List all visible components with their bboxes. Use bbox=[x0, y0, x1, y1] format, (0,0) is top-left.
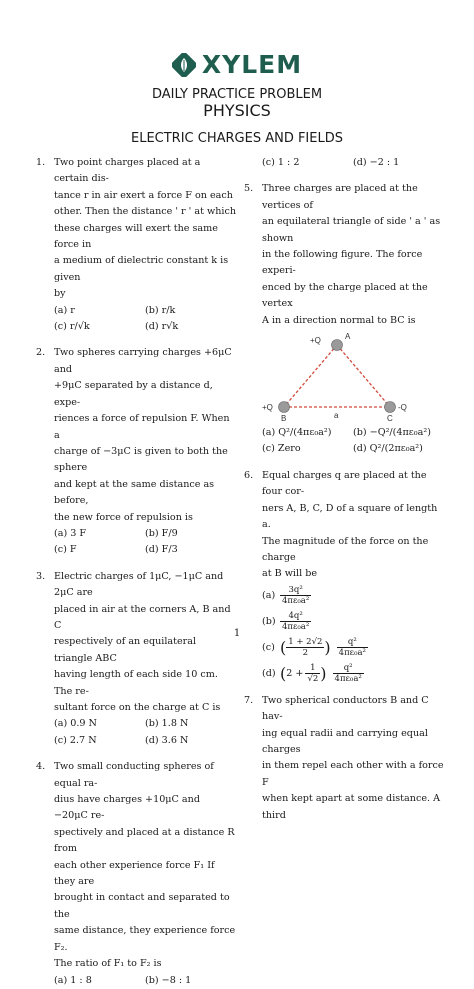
charge-sphere-b bbox=[279, 402, 290, 413]
side-label: a bbox=[334, 411, 339, 421]
question-line: in them repel each other with a force F bbox=[262, 760, 444, 788]
leaf-logo-icon bbox=[172, 53, 196, 77]
option-b: (b) 1.8 N bbox=[145, 718, 189, 730]
right-column bbox=[244, 155, 444, 824]
question-number: 6. bbox=[244, 469, 254, 481]
options-1 bbox=[36, 303, 236, 336]
fraction: $\frac{1}{√2}$ bbox=[307, 663, 319, 685]
chapter-title: ELECTRIC CHARGES AND FIELDS bbox=[130, 131, 343, 146]
brand-name: XYLEM bbox=[201, 50, 303, 79]
fraction: $\frac{1 + 2√2}{2}$ bbox=[288, 637, 323, 659]
option-d: (d) 3.6 N bbox=[145, 734, 189, 746]
option-d: (d) F/3 bbox=[145, 544, 178, 556]
option-d: (d) −2 : 1 bbox=[353, 157, 400, 168]
vertex-label-b: B bbox=[281, 414, 287, 424]
question-line: these charges will exert the same force in bbox=[54, 222, 218, 251]
option-c: (c) 1 : 2 bbox=[262, 157, 300, 168]
question-line: having length of each side 10 cm. The re- bbox=[54, 669, 218, 697]
question-number: 3. bbox=[36, 570, 46, 582]
question-line: The magnitude of the force on the charge bbox=[262, 535, 429, 563]
question-line: Two point charges placed at a certain dis- bbox=[54, 157, 201, 185]
question-line: The ratio of F₁ to F₂ is bbox=[54, 958, 162, 970]
question-line: ners A, B, C, D of a square of length a. bbox=[262, 502, 438, 531]
option-a: (a) 1 : 8 bbox=[54, 974, 92, 986]
charge-label-top: +Q bbox=[310, 336, 321, 346]
header-title: DAILY PRACTICE PROBLEM bbox=[151, 87, 323, 102]
question-line: sultant force on the charge at C is bbox=[54, 702, 221, 713]
option-a: (a) Q²/(4πε₀a²) bbox=[262, 427, 332, 439]
question-line: spectively and placed at a distance R from bbox=[54, 826, 235, 855]
question-line: brought in contact and separated to the bbox=[54, 892, 230, 920]
option-d: (d) r√k bbox=[145, 321, 179, 333]
question-line: enced by the charge placed at the vertex bbox=[262, 281, 428, 310]
charge-sphere-a bbox=[332, 340, 343, 351]
option-b: (b) r/k bbox=[145, 304, 176, 316]
question-number: 5. bbox=[244, 183, 254, 195]
question-7 bbox=[244, 693, 444, 824]
question-3 bbox=[36, 569, 236, 717]
question-line: riences a force of repulsion F. When a bbox=[54, 413, 230, 441]
question-line: respectively of an equilateral triangle ABC bbox=[54, 636, 197, 664]
question-line: +9μC separated by a distance d, expe- bbox=[54, 380, 213, 408]
question-6 bbox=[244, 468, 444, 583]
question-line: A in a direction normal to BC is bbox=[262, 314, 416, 326]
charge-label-left: +Q bbox=[262, 403, 273, 413]
question-line: when kept apart at some distance. A third bbox=[262, 793, 441, 821]
option-c: (c) 2.7 N bbox=[54, 734, 97, 746]
fraction: $\frac{\text{q²}}{\text{4πε₀a²}}$ bbox=[334, 663, 362, 685]
option-a: (a) r bbox=[54, 304, 75, 316]
option-d: (d) ( 2 + $\frac{1}{√2}$ ) $\frac{\text{q²}}{\text{4πε₀a²}}$ bbox=[262, 663, 362, 685]
question-1 bbox=[36, 155, 236, 303]
question-2 bbox=[36, 345, 236, 525]
option-a: (a) $\frac{\text{3q²}}{\text{4πε₀a²}}$ bbox=[262, 585, 310, 607]
question-4 bbox=[36, 759, 236, 972]
question-line: Two spherical conductors B and C hav- bbox=[262, 694, 429, 723]
option-b: (b) F/9 bbox=[145, 527, 178, 539]
question-line: Two spheres carrying charges +6μC and bbox=[54, 347, 232, 375]
brand-logo bbox=[0, 50, 474, 81]
option-a: (a) 0.9 N bbox=[54, 718, 97, 730]
question-line: a medium of dielectric constant k is given bbox=[54, 255, 229, 283]
option-c: (c) r/√k bbox=[54, 321, 90, 333]
page-number: 1 bbox=[233, 628, 241, 639]
charge-sphere-c bbox=[385, 402, 396, 413]
question-number: 1. bbox=[36, 157, 46, 168]
question-line: Electric charges of 1μC, −1μC and 2μC are bbox=[54, 570, 224, 599]
option-b: (b) $\frac{\text{4q²}}{\text{4πε₀a²}}$ bbox=[262, 611, 310, 633]
question-number: 2. bbox=[36, 347, 46, 359]
question-line: the new force of repulsion is bbox=[54, 511, 193, 523]
left-column bbox=[36, 155, 236, 989]
options-4-continued bbox=[244, 155, 444, 171]
option-c: (c) Zero bbox=[262, 443, 301, 455]
question-line: tance r in air exert a force F on each bbox=[54, 189, 233, 201]
question-5 bbox=[244, 181, 444, 329]
fraction: $\frac{\text{q²}}{\text{4πε₀a²}}$ bbox=[338, 637, 366, 659]
fraction: $\frac{\text{3q²}}{\text{4πε₀a²}}$ bbox=[282, 585, 310, 607]
question-line: an equilateral triangle of side ' a ' as shown bbox=[262, 216, 441, 244]
question-line: each other experience force F₁ If they are bbox=[54, 859, 215, 888]
subject-title: PHYSICS bbox=[203, 101, 271, 120]
question-line: dius have charges +10μC and −20μC re- bbox=[54, 794, 200, 822]
vertex-label-c: C bbox=[387, 414, 393, 424]
options-4 bbox=[36, 973, 236, 989]
question-line: by bbox=[54, 288, 66, 300]
triangle-figure bbox=[262, 331, 412, 423]
question-number: 4. bbox=[36, 761, 46, 773]
question-line: Three charges are placed at the vertices of bbox=[262, 183, 418, 211]
question-line: at B will be bbox=[262, 568, 318, 580]
fraction: $\frac{\text{4q²}}{\text{4πε₀a²}}$ bbox=[282, 611, 310, 633]
question-line: in the following figure. The force experi- bbox=[262, 249, 423, 277]
option-d: (d) Q²/(2πε₀a²) bbox=[353, 443, 423, 455]
question-line: and kept at the same distance as before, bbox=[54, 478, 215, 507]
option-a: (a) 3 F bbox=[54, 527, 87, 539]
question-line: same distance, they experience force F₂. bbox=[54, 925, 236, 953]
question-line: Equal charges q are placed at the four cor- bbox=[262, 469, 427, 498]
option-b: (b) −Q²/(4πε₀a²) bbox=[353, 427, 431, 439]
question-line: placed in air at the corners A, B and C bbox=[54, 603, 231, 631]
options-5 bbox=[244, 425, 444, 458]
options-3 bbox=[36, 716, 236, 749]
question-line: other. Then the distance ' r ' at which bbox=[54, 206, 236, 218]
option-c: (c) ( $\frac{1 + 2√2}{2}$ ) $\frac{\text{q²}}{\text{4πε₀a²}}$ bbox=[262, 637, 366, 659]
options-2 bbox=[36, 526, 236, 559]
charge-label-right: -Q bbox=[398, 403, 407, 413]
option-b: (b) −8 : 1 bbox=[145, 974, 192, 986]
question-line: ing equal radii and carrying equal charges bbox=[262, 727, 428, 755]
question-line: charge of −3μC is given to both the sphere bbox=[54, 445, 228, 474]
vertex-label-a: A bbox=[345, 332, 351, 342]
option-c: (c) F bbox=[54, 544, 77, 556]
question-number: 7. bbox=[244, 694, 254, 706]
question-line: Two small conducting spheres of equal ra- bbox=[54, 761, 214, 789]
